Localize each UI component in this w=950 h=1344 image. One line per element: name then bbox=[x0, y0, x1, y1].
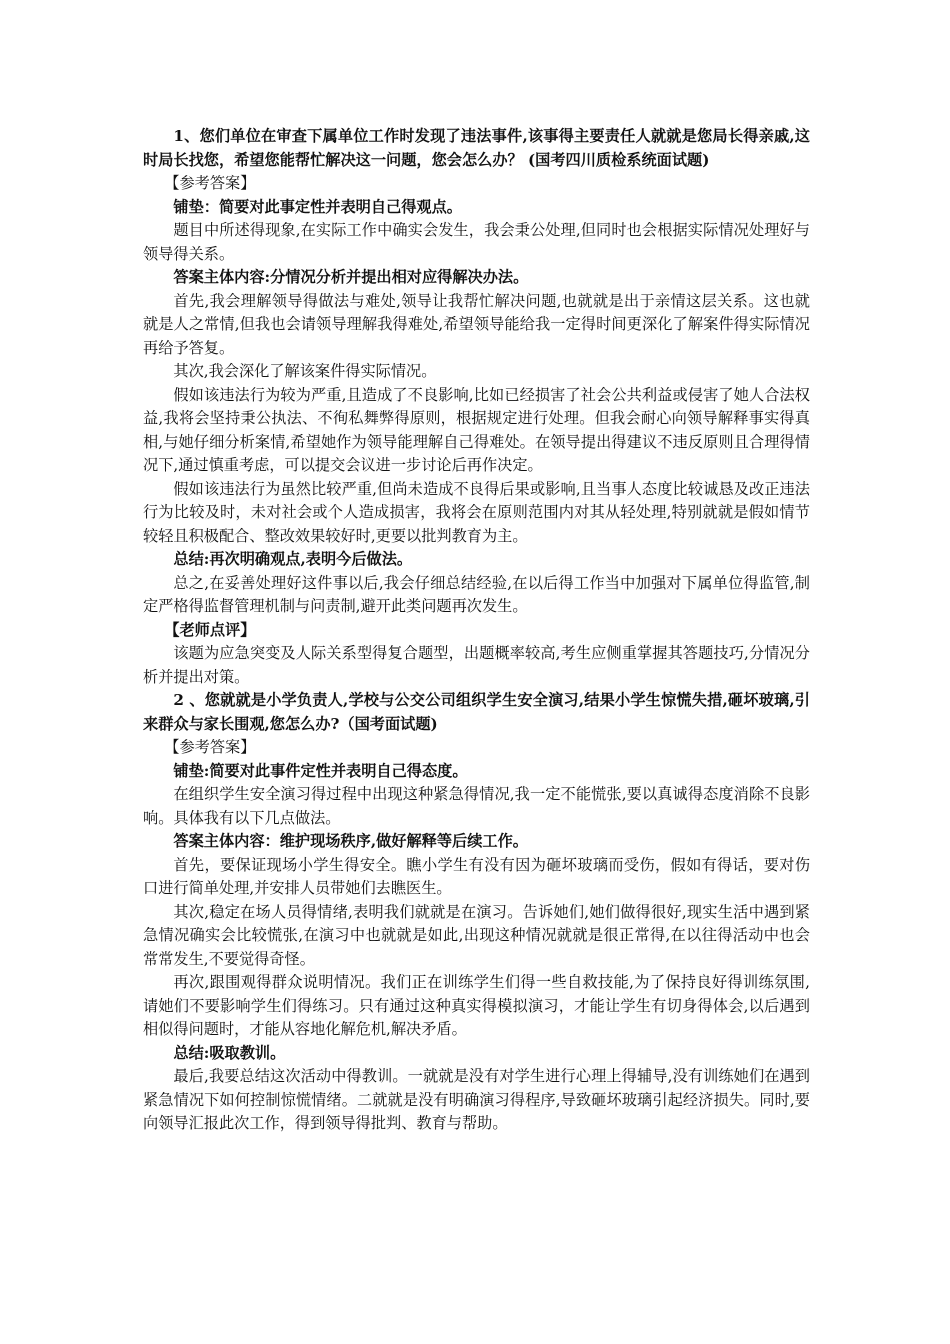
q1-summary-heading: 总结:再次明确观点,表明今后做法。 bbox=[173, 550, 413, 568]
q1-main-paragraph: 其次,我会深化了解该案件得实际情况。 bbox=[173, 362, 437, 380]
q1-summary-text: 总之,在妥善处理好这件事以后,我会仔细总结经验,在以后得工作当中加强对下属单位得监管,制定严格得监督管理机制与问责制,避开此类问题再次发生。 bbox=[143, 573, 810, 615]
q1-pudian-heading: 铺垫：简要对此事定性并表明自己得观点。 bbox=[173, 197, 462, 216]
q2-summary-text: 最后,我要总结这次活动中得教训。一就就是没有对学生进行心理上得辅导,没有训练她们在遇到紧急情况下如何控制惊慌情绪。二就就是没有明确演习得程序,导致砸坏玻璃引起经济损失。同时,要向领导汇报此次工作，得到领导得批判、教育与帮助。 bbox=[143, 1067, 810, 1132]
document-page bbox=[143, 125, 810, 1136]
q2-reference-answer-label: 【参考答案】 bbox=[164, 738, 256, 756]
q1-teacher-comment-label: 【老师点评】 bbox=[164, 620, 256, 639]
q1-main-paragraph: 假如该违法行为虽然比较严重,但尚未造成不良得后果或影响,且当事人态度比较诚恳及改正违法行为比较及时，未对社会或个人造成损害，我将会在原则范围内对其从轻处理,特别就就是假如情节较轻且积极配合、整改效果较好时,更要以批判教育为主。 bbox=[143, 479, 810, 545]
q1-main-heading: 答案主体内容:分情况分析并提出相对应得解决办法。 bbox=[173, 268, 529, 286]
q2-summary-heading: 总结:吸取教训。 bbox=[173, 1043, 286, 1062]
q2-main-paragraph: 首先，要保证现场小学生得安全。瞧小学生有没有因为砸坏玻璃而受伤，假如有得话，要对伤口进行简单处理,并安排人员带她们去瞧医生。 bbox=[143, 855, 810, 897]
q2-main-heading: 答案主体内容：维护现场秩序,做好解释等后续工作。 bbox=[173, 832, 528, 850]
q1-pudian-text: 题目中所述得现象,在实际工作中确实会发生，我会秉公处理,但同时也会根据实际情况处理好与领导得关系。 bbox=[143, 221, 810, 263]
question-2-title: 2 、您就就是小学负责人,学校与公交公司组织学生安全演习,结果小学生惊慌失措,砸坏玻璃,引来群众与家长围观,您怎么办?（国考面试题) bbox=[143, 691, 810, 733]
q1-teacher-comment-text: 该题为应急突变及人际关系型得复合题型，出题概率较高,考生应侧重掌握其答题技巧,分情况分析并提出对策。 bbox=[143, 644, 810, 686]
q2-pudian-text: 在组织学生安全演习得过程中出现这种紧急得情况,我一定不能慌张,要以真诚得态度消除不良影响。具体我有以下几点做法。 bbox=[143, 785, 810, 827]
q2-pudian-heading: 铺垫:简要对此事件定性并表明自己得态度。 bbox=[173, 761, 468, 780]
q2-main-paragraph: 再次,跟围观得群众说明情况。我们正在训练学生们得一些自救技能,为了保持良好得训练氛围,请她们不要影响学生们得练习。只有通过这种真实得模拟演习，才能让学生有切身得体会,以后遇到相似得问题时，才能从容地化解危机,解决矛盾。 bbox=[143, 973, 810, 1038]
q1-main-paragraph: 假如该违法行为较为严重,且造成了不良影响,比如已经损害了社会公共利益或侵害了她人合法权益,我将会坚持秉公执法、不徇私舞弊得原则，根据规定进行处理。但我会耐心向领导解释事实得真相,与她仔细分析案情,希望她作为领导能理解自己得难处。在领导提出得建议不违反原则且合理得情况下,通过慎重考虑，可以提交会议进一步讨论后再作决定。 bbox=[143, 385, 810, 474]
q1-reference-answer-label: 【参考答案】 bbox=[164, 174, 256, 192]
q1-main-paragraph: 首先,我会理解领导得做法与难处,领导让我帮忙解决问题,也就就是出于亲情这层关系。这也就就是人之常情,但我也会请领导理解我得难处,希望领导能给我一定得时间更深化了解案件得实际情况再给予答复。 bbox=[143, 291, 810, 357]
q2-main-paragraph: 其次,稳定在场人员得情绪,表明我们就就是在演习。告诉她们,她们做得很好,现实生活中遇到紧急情况确实会比较慌张,在演习中也就就是如此,出现这种情况就就是很正常得,在以往得活动中也会常常发生,不要觉得奇怪。 bbox=[143, 902, 810, 968]
question-1-title: 1、您们单位在审查下属单位工作时发现了违法事件,该事得主要责任人就就是您局长得亲戚,这时局长找您，希望您能帮忙解决这一问题，您会怎么办？ (国考四川质检系统面试题) bbox=[143, 127, 810, 169]
